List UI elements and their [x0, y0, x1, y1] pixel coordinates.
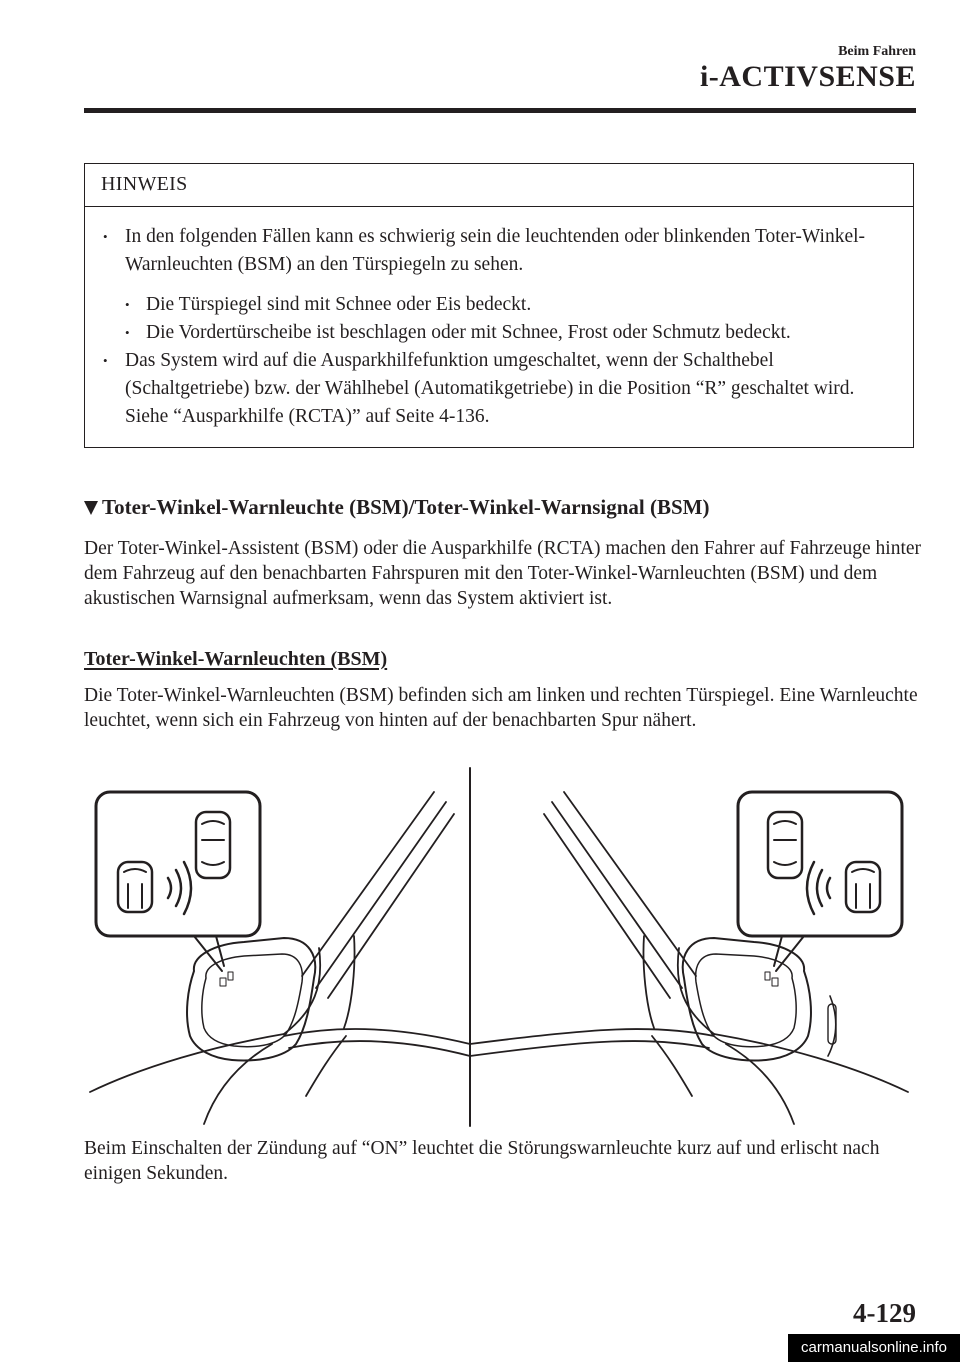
note-title: HINWEIS	[101, 173, 188, 195]
section-label: Beim Fahren	[838, 44, 916, 59]
after-figure-paragraph: Beim Einschalten der Zündung auf “ON” leuchtet die Störungswarnleuchte kurz auf und erlischt nach einigen Sekunden.	[84, 1138, 880, 1184]
note-reference: Siehe “Ausparkhilfe (RCTA)” auf Seite 4-136.	[125, 406, 490, 427]
section-heading	[84, 495, 709, 520]
sub-heading: Toter-Winkel-Warnleuchten (BSM)	[84, 648, 388, 670]
right-warning-callout	[738, 792, 902, 936]
note-body	[85, 207, 913, 431]
intro-paragraph: Der Toter-Winkel-Assistent (BSM) oder die Ausparkhilfe (RCTA) machen den Fahrer auf Fahrzeuge hinter dem Fahrzeug auf den benachbarten Fahrspuren mit den Toter-Winkel-Warnleuchten (BSM) und dem akustischen Warnsignal aufmerksam, wenn das System aktiviert ist.	[84, 538, 922, 609]
page-number: 4-129	[853, 1298, 916, 1328]
footer-watermark: carmanualsonline.info	[788, 1334, 960, 1362]
note-bullet: • In den folgenden Fällen kann es schwierig sein die leuchtenden oder blinkenden Toter-Winkel-Warnleuchten (BSM) an den Türspiegeln zu sehen.	[103, 223, 903, 279]
section-heading-text: Toter-Winkel-Warnleuchte (BSM)/Toter-Winkel-Warnsignal (BSM)	[102, 495, 710, 519]
description-paragraph: Die Toter-Winkel-Warnleuchten (BSM) befinden sich am linken und rechten Türspiegel. Eine Warnleuchte leuchtet, wenn sich ein Fahrzeug von hinten auf der benachbarten Spur nähert.	[84, 685, 918, 731]
note-title-row	[85, 164, 913, 207]
note-subbullet: • Die Türspiegel sind mit Schnee oder Eis bedeckt.	[103, 291, 903, 319]
note-box	[84, 163, 914, 448]
triangle-marker-icon	[84, 501, 98, 515]
left-warning-callout	[96, 792, 260, 936]
note-bullet: • Das System wird auf die Ausparkhilfefunktion umgeschaltet, wenn der Schalthebel (Schaltgetriebe) bzw. der Wählhebel (Automatikgetriebe) in die Position “R” geschaltet wird.	[103, 347, 903, 403]
mirror-illustration	[84, 766, 914, 1130]
note-subbullet: • Die Vordertürscheibe ist beschlagen oder mit Schnee, Frost oder Schmutz bedeckt.	[103, 319, 903, 347]
chapter-title: i-ACTIVSENSE	[699, 60, 916, 93]
header-rule	[84, 108, 916, 113]
